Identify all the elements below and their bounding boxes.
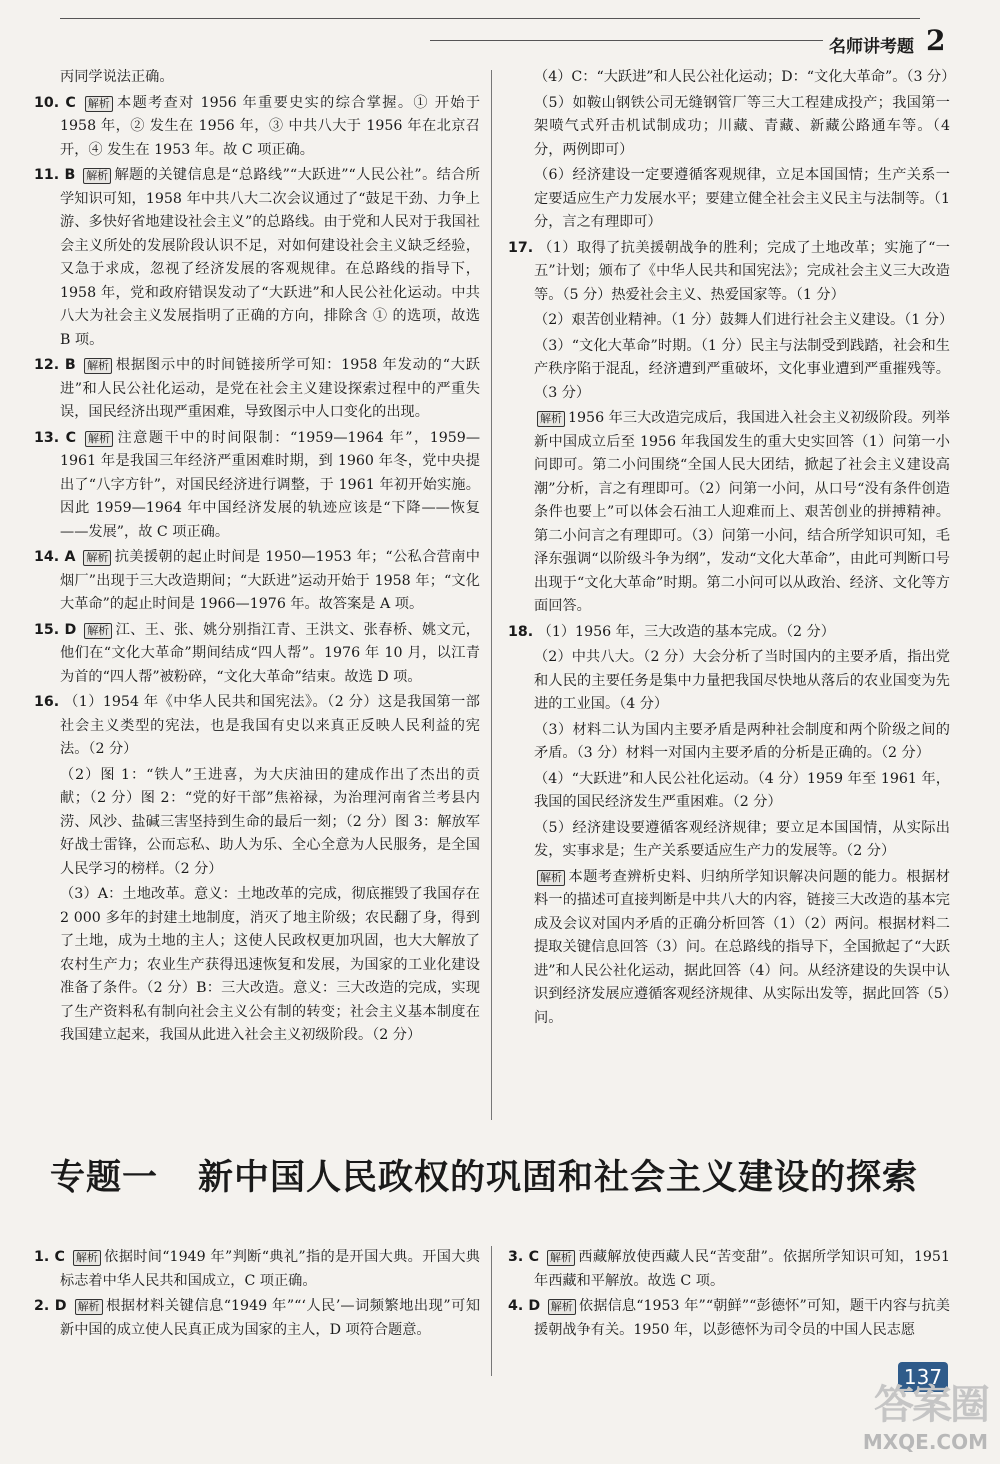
analysis-tag: 解析: [73, 1250, 101, 1266]
answer-number: 17.: [508, 239, 534, 256]
answer-item: [34, 427, 480, 545]
answer-column-right: [508, 66, 956, 1032]
answer-text: 1956 年三大改造完成后，我国进入社会主义初级阶段。列举新中国成立后至 1956 年我国发生的重大史实回答（1）问第一小问即可。第二小问围绕“全国人民大团结，掀起了社会主义建设高潮”分析，言之有理即可。（2）问第一小问，从口号“没有条件创造条件也要上”可以体会石油工人迎难而上、艰苦创业的拼搏精神。第二小问言之有理即可。（3）问第一小问，结合所学知识可知，毛泽东强调“以阶级斗争为纲”，发动“文化大革命”，由此可判断口号出现于“文化大革命”时期。第二小问可以从政治、经济、文化等方面回答。: [534, 410, 950, 614]
bottom-column-divider: [491, 1246, 492, 1376]
answer-number: 14. A: [34, 549, 76, 565]
answer-text: （5）如鞍山钢铁公司无缝钢管厂等三大工程建成投产；我国第一架喷气式歼击机试制成功；川藏、青藏、新藏公路通车等。（4 分，两例即可）: [534, 94, 950, 158]
answer-item: [34, 546, 480, 617]
answer-item: [508, 621, 950, 645]
watermark: [828, 1373, 988, 1454]
watermark-url: MXQE.COM: [862, 1430, 988, 1454]
answer-text: 根据材料关键信息“1949 年”“‘人民’—词频繁地出现”可知新中国的成立使人民真正成为国家的主人，D 项符合题意。: [60, 1298, 481, 1338]
answer-item: [34, 164, 480, 352]
bottom-column-left: [34, 1246, 480, 1344]
answer-number: 3. C: [508, 1249, 539, 1265]
answer-text: （6）经济建设一定要遵循客观规律，立足本国国情；生产关系一定要适应生产力发展水平；要建立健全社会主义民主与法制等。（1 分，言之有理即可）: [534, 167, 950, 230]
page-header: [0, 0, 1000, 57]
answer-number: 2. D: [34, 1298, 67, 1314]
answer-text: 西藏解放使西藏人民“苦变甜”。依据所学知识可知，1951 年西藏和平解放。故选 C 项。: [534, 1249, 950, 1289]
answer-item: [508, 1295, 950, 1342]
answer-text: 本题考查对 1956 年重要史实的综合掌握。① 开始于 1958 年，② 发生在 1956 年，③ 中共八大于 1956 年在北京召开，④ 发生在 1953 年。故 C 项正确。: [60, 94, 481, 158]
answer-text: 依据时间“1949 年”判断“典礼”指的是开国大典。开国大典标志着中华人民共和国成立，C 项正确。: [60, 1249, 480, 1289]
answer-item: [508, 407, 950, 619]
analysis-tag: 解析: [83, 550, 111, 566]
answer-item: [508, 66, 956, 90]
answer-item: [508, 335, 950, 406]
analysis-tag: 解析: [547, 1250, 575, 1266]
answer-text: 根据图示中的时间链接所学可知：1958 年发动的“大跃进”和人民公社化运动，是党在社会主义建设探索过程中的严重失误，国民经济出现严重困难，导致图示中人口变化的出现。: [60, 357, 480, 420]
answer-text: （4）C：“大跃进”和人民公社化运动；D：“文化大革命”。（3 分）: [534, 69, 956, 85]
analysis-tag: 解析: [85, 431, 113, 447]
brand-title: 名师讲考题: [823, 32, 920, 57]
page-number: 137: [898, 1362, 948, 1392]
answer-item: [34, 883, 480, 1048]
section-title: 新中国人民政权的巩固和社会主义建设的探索: [198, 1158, 919, 1198]
section-heading: [50, 1150, 950, 1200]
answer-text: （2）图 1：“铁人”王进喜，为大庆油田的建成作出了杰出的贡献；（2 分）图 2：“党的好干部”焦裕禄，为治理河南省兰考县内涝、风沙、盐碱三害坚持到生命的最后一刻；（2 分）图 3：解放军好战士雷锋，公而忘私、助人为乐、全心全意为人民服务，是全国人民学习的榜样。（2 分）: [60, 766, 480, 877]
answer-item: [34, 1246, 480, 1293]
answer-item: [508, 768, 950, 815]
answer-item: [34, 619, 480, 690]
answer-number: 18.: [508, 623, 534, 640]
answer-text: 丙同学说法正确。: [60, 69, 174, 85]
analysis-tag: 解析: [537, 870, 565, 886]
answer-text: 解题的关键信息是“总路线”“大跃进”“人民公社”。结合所学知识可知，1958 年中共八大二次会议通过了“鼓足干劲、力争上游、多快好省地建设社会主义”的总路线。由于党和人民对于我国社会主义所处的发展阶段认识不足，对如何建设社会主义缺乏经验，又急于求成，忽视了经济发展的客观规律。在总路线的指导下，1958 年，党和政府错误发动了“大跃进”和人民公社化运动。中共八大为社会主义发展指明了正确的方向，排除含 ① 的选项，故选 B 项。: [60, 167, 480, 348]
answer-text: 江、王、张、姚分别指江青、王洪文、张春桥、姚文元，他们在“文化大革命”期间结成“四人帮”。1976 年 10 月，以江青为首的“四人帮”被粉碎，“文化大革命”结束。故选 D 项。: [60, 621, 480, 685]
bottom-column-right: [508, 1246, 950, 1344]
answer-text: （2）艰苦创业精神。（1 分）鼓舞人们进行社会主义建设。（1 分）: [534, 312, 954, 328]
watermark-logo: 答案圈: [874, 1382, 988, 1428]
analysis-tag: 解析: [75, 1299, 103, 1315]
answer-number: 1. C: [34, 1249, 65, 1265]
answer-column-left: [34, 66, 480, 1050]
analysis-tag: 解析: [83, 168, 111, 184]
answer-item: [508, 866, 950, 1031]
answer-item: [34, 764, 480, 882]
answer-item: [34, 66, 480, 90]
answer-number: 15. D: [34, 621, 77, 638]
answer-item: [508, 817, 950, 864]
answer-text: （3）“文化大革命”时期。（1 分）民主与法制受到践踏，社会和生产秩序陷于混乱，经济遭到严重破坏，文化事业遭到严重摧残等。（3 分）: [534, 337, 950, 401]
answer-text: （2）中共八大。（2 分）大会分析了当时国内的主要矛盾，指出党和人民的主要任务是集中力量把我国尽快地从落后的农业国变为先进的工业国。（4 分）: [534, 649, 950, 712]
answer-number: 10. C: [34, 94, 76, 111]
answer-text: 本题考查辨析史料、归纳所学知识解决问题的能力。根据材料一的描述可直接判断是中共八大的内容，链接三大改造的基本完成及会议对国内矛盾的正确分析回答（1）（2）两问。根据材料二提取关键信息回答（3）问。在总路线的指导下，全国掀起了“大跃进”和人民公社化运动，据此回答（4）问。从经济建设的失误中认识到经济发展应遵循客观经济规律、从实际出发等，据此回答（5）问。: [534, 868, 950, 1026]
answer-text: （1）1956 年，三大改造的基本完成。（2 分）: [537, 623, 835, 640]
answer-item: [34, 691, 480, 762]
answer-item: [508, 309, 954, 333]
header-rule: [60, 18, 920, 19]
analysis-tag: 解析: [548, 1299, 576, 1315]
answer-text: （3）材料二认为国内主要矛盾是两种社会制度和两个阶级之间的矛盾。（3 分）材料一对国内主要矛盾的分析是正确的。（2 分）: [534, 721, 950, 761]
answer-item: [508, 92, 950, 163]
answer-number: 11. B: [34, 167, 76, 183]
answer-text: 注意题干中的时间限制：“1959—1964 年”，1959—1961 年是我国三年经济严重困难时期，到 1960 年冬，党中央提出了“八字方针”，对国民经济进行调整，于 1961 年初开始实施。因此 1959—1964 年中国经济发展的轨迹应该是“下降——恢复——发展”，故 C 项正确。: [60, 429, 481, 540]
answer-text: （1）1954 年《中华人民共和国宪法》。（2 分）这是我国第一部社会主义类型的宪法，也是我国有史以来真正反映人民利益的宪法。（2 分）: [60, 694, 480, 757]
analysis-tag: 解析: [85, 96, 113, 112]
answer-item: [34, 354, 480, 425]
answer-text: （3）A：土地改革。意义：土地改革的完成，彻底摧毁了我国存在 2 000 多年的封建土地制度，消灭了地主阶级；农民翻了身，得到了土地，成为土地的主人；这使人民政权更加巩固，也大大解放了农村生产力；农业生产获得迅速恢复和发展，为国家的工业化建设准备了条件。（2 分）B：三大改造。意义：三大改造的完成，实现了生产资料私有制向社会主义公有制的转变；社会主义基本制度在我国建立起来，我国从此进入社会主义初级阶段。（2 分）: [60, 886, 480, 1043]
answer-item: [508, 237, 950, 308]
answer-text: （5）经济建设要遵循客观经济规律；要立足本国国情，从实际出发，实事求是；生产关系要适应生产力的发展等。（2 分）: [534, 819, 950, 859]
answer-text: （4）“大跃进”和人民公社化运动。（4 分）1959 年至 1961 年，我国的国民经济发生严重困难。（2 分）: [534, 770, 950, 810]
answer-item: [34, 92, 480, 163]
answer-text: 依据信息“1953 年”“朝鲜”“彭德怀”可知，题干内容与抗美援朝战争有关。1950 年，以彭德怀为司令员的中国人民志愿: [534, 1298, 950, 1338]
answer-number: 12. B: [34, 357, 76, 373]
answer-item: [508, 646, 950, 717]
answer-number: 4. D: [508, 1298, 541, 1314]
answer-item: [508, 1246, 950, 1293]
answer-number: 13. C: [34, 429, 76, 446]
analysis-tag: 解析: [84, 623, 112, 639]
brand-logo-mark: 2: [926, 24, 946, 57]
section-label: 专题一: [50, 1158, 159, 1198]
answer-item: [508, 719, 950, 766]
column-divider: [491, 70, 492, 1120]
answer-number: 16.: [34, 694, 60, 710]
analysis-tag: 解析: [537, 411, 565, 427]
answer-text: （1）取得了抗美援朝战争的胜利；完成了土地改革；实施了“一五”计划；颁布了《中华人民共和国宪法》；完成社会主义三大改造等。（5 分）热爱社会主义、热爱国家等。（1 分）: [534, 239, 950, 303]
answer-text: 抗美援朝的起止时间是 1950—1953 年；“公私合营南中烟厂”出现于三大改造期间；“大跃进”运动开始于 1958 年；“文化大革命”的起止时间是 1966—1976 年。故答案是 A 项。: [60, 549, 480, 612]
analysis-tag: 解析: [84, 358, 112, 374]
answer-item: [508, 164, 950, 235]
answer-item: [34, 1295, 480, 1342]
